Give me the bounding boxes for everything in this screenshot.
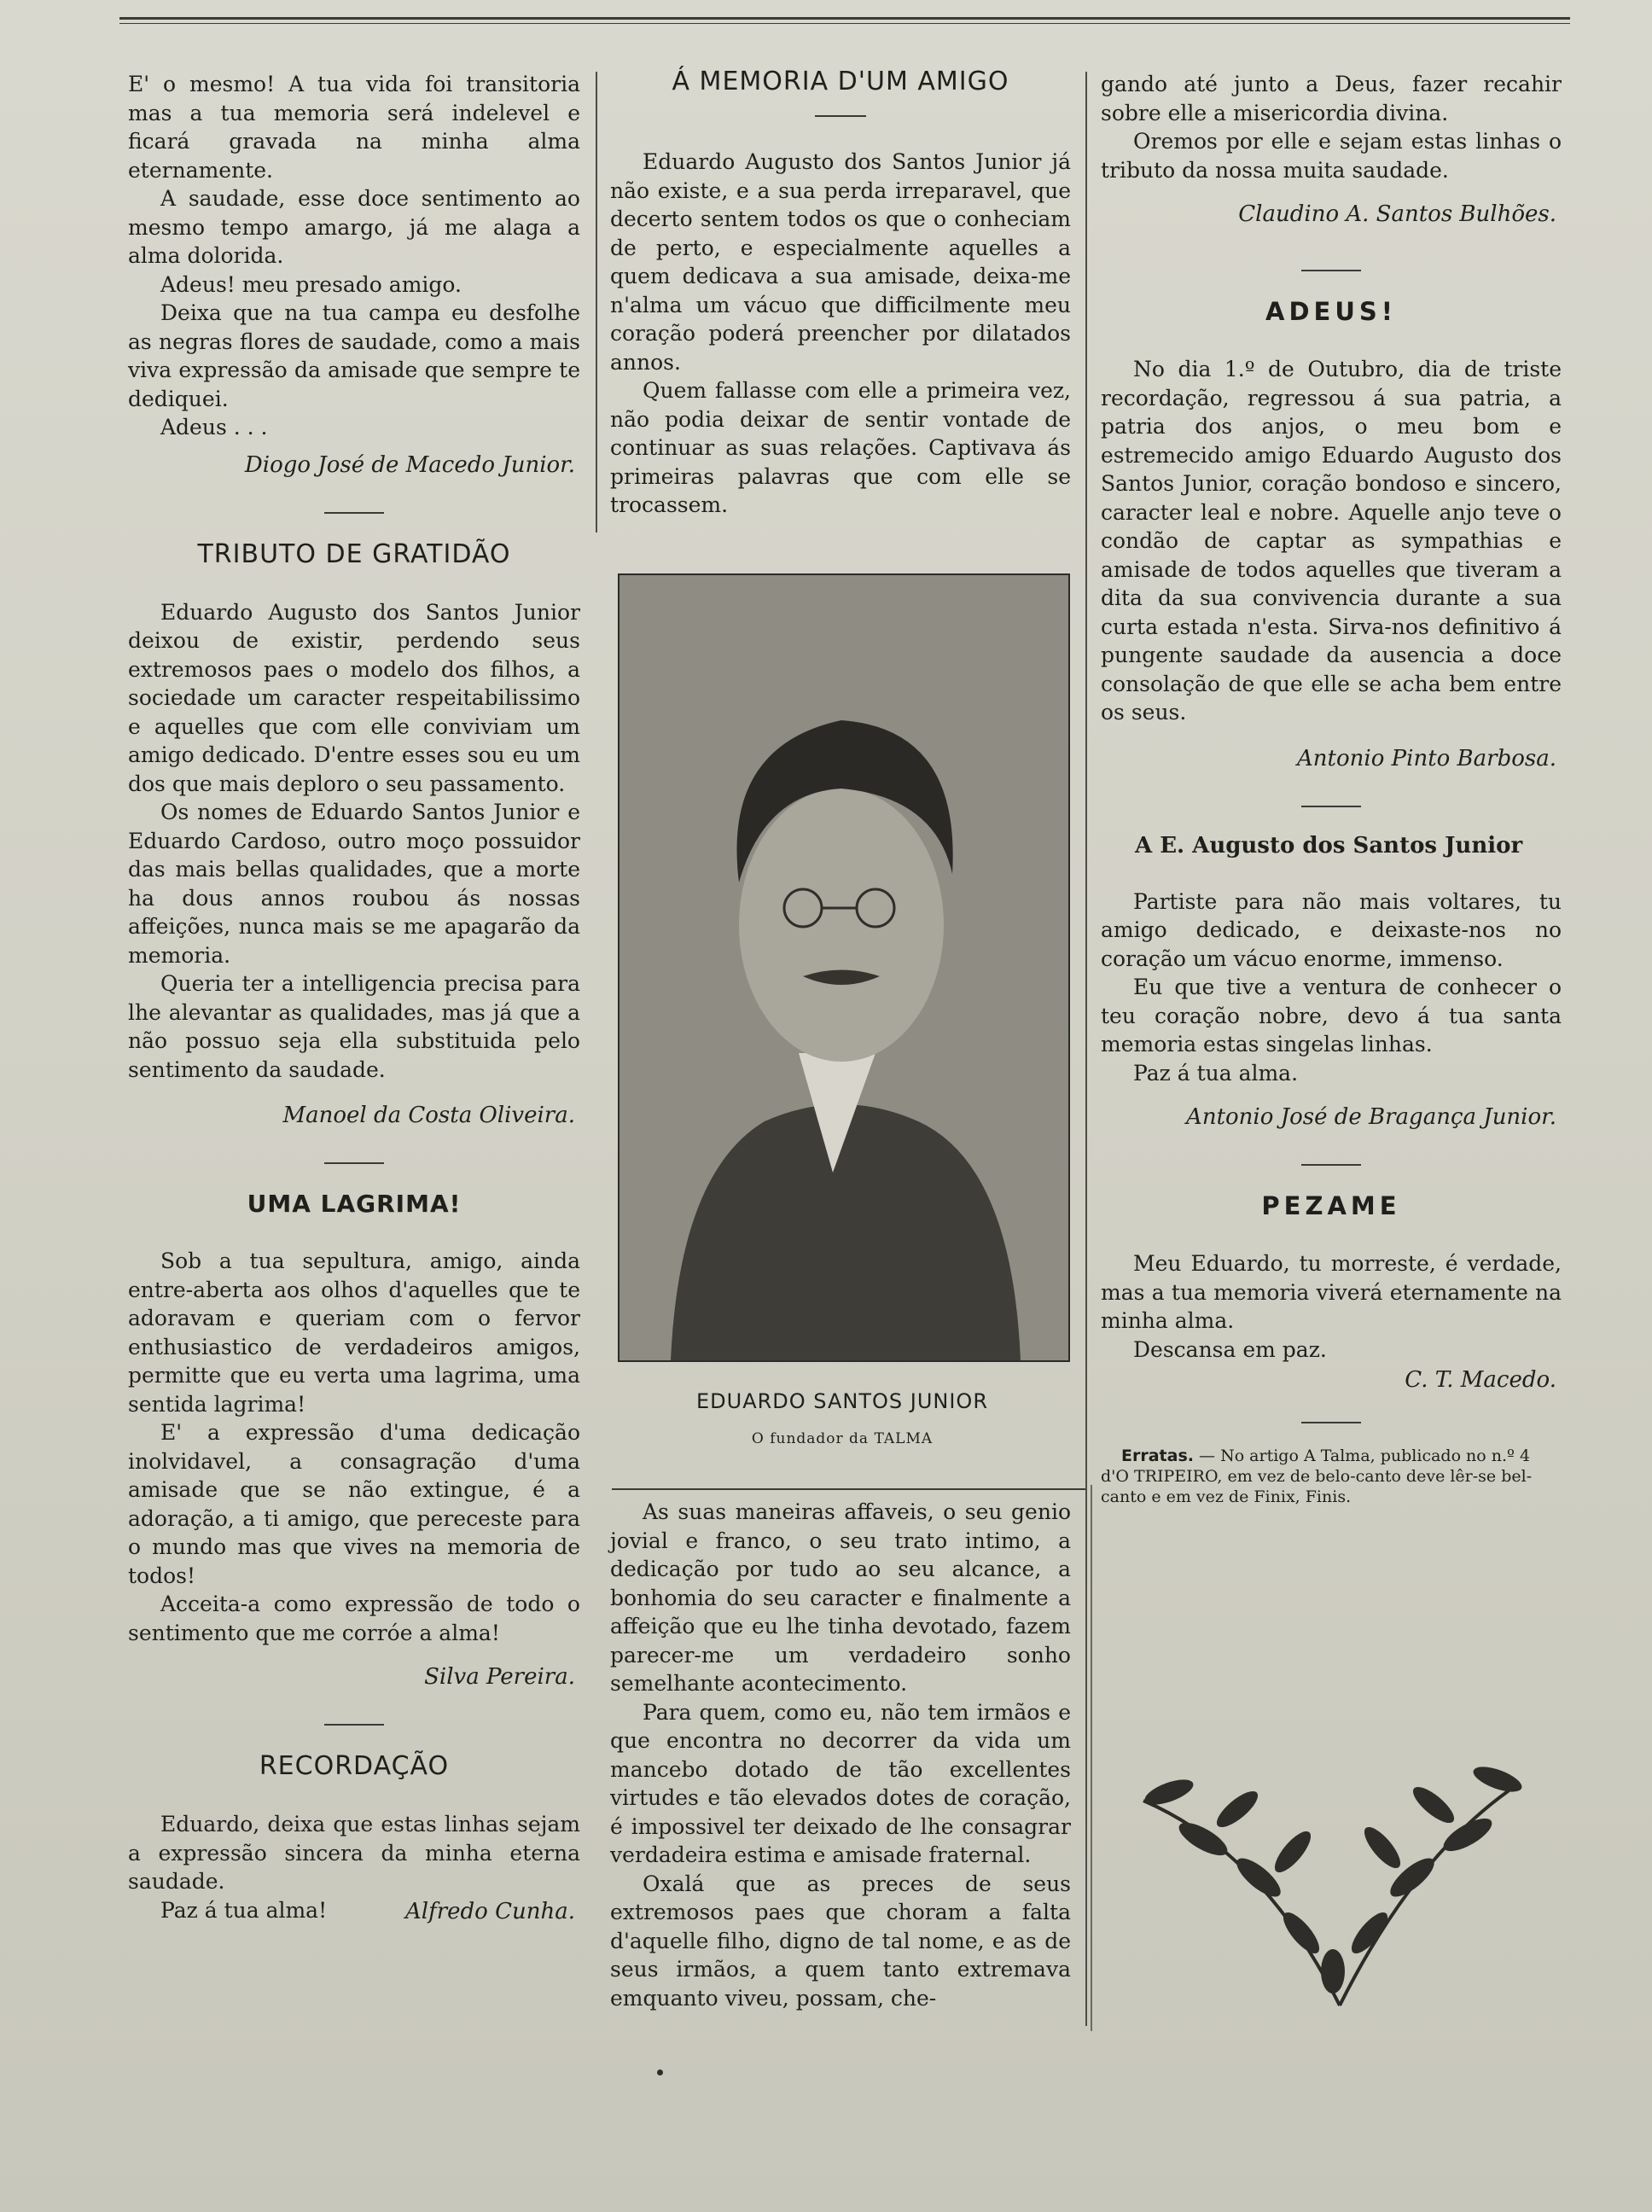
- portrait-caption-name: EDUARDO SANTOS JUNIOR: [695, 1389, 988, 1413]
- article-title: A E. Augusto dos Santos Junior: [1135, 832, 1523, 859]
- paragraph: Eduardo, deixa que estas linhas sejam a expressão sincera da minha eterna saudade.: [128, 1812, 580, 1894]
- article-title: UMA LAGRIMA!: [247, 1190, 462, 1218]
- paragraph: Paz á tua alma.: [1133, 1060, 1299, 1086]
- paragraph: Paz á tua alma!: [160, 1897, 328, 1923]
- signature: Antonio Pinto Barbosa.: [1297, 745, 1556, 771]
- ink-dot: [657, 2069, 663, 2075]
- signature: Alfredo Cunha.: [405, 1899, 575, 1924]
- paragraph: Descansa em paz.: [1133, 1336, 1327, 1362]
- paragraph: Oremos por elle e sejam estas linhas o tributo da nossa muita saudade.: [1101, 129, 1562, 183]
- article-title: TRIBUTO DE GRATIDÃO: [197, 538, 511, 569]
- column-rule: [596, 72, 597, 533]
- signature: Claudino A. Santos Bulhões.: [1238, 201, 1556, 227]
- paragraph: Sob a tua sepultura, amigo, ainda entre-aberta aos olhos d'aquelles que te adoravam e queriam com o fervor enthusiastico de verdadeiros amigos, permitte que eu verta uma lagrima, uma sentida lagrima!: [128, 1249, 580, 1417]
- errata-note: [1101, 1446, 1562, 1507]
- olive-branch-ornament: [1109, 1749, 1553, 2023]
- paragraph: Adeus . . .: [160, 415, 268, 439]
- column-middle: [610, 67, 1071, 520]
- signature: Antonio José de Bragança Junior.: [1186, 1104, 1556, 1130]
- paragraph: Para quem, como eu, não tem irmãos e que encontra no decorrer da vida um mancebo dotado de tão excellentes virtudes e tão elevados dotes de coração, é impossivel ter deixado de lhe consagrar verdadeira estima e amisade fraternal.: [610, 1699, 1071, 1867]
- separator: [324, 512, 384, 514]
- separator: [1301, 1422, 1361, 1423]
- separator: [324, 1162, 384, 1164]
- paragraph: Eduardo Augusto dos Santos Junior já não existe, e a sua perda irreparavel, que decerto sentem todos os que o conheciam de perto, e especialmente aquelles a quem dedicava a sua amisade, deixa-me n'alma um vácuo que difficilmente meu coração poderá preencher por dilatados annos.: [610, 149, 1071, 375]
- signature: Manoel da Costa Oliveira.: [282, 1103, 575, 1128]
- column-left: [128, 70, 580, 1924]
- paragraph: Meu Eduardo, tu morreste, é verdade, mas a tua memoria viverá eternamente na minha alma.: [1101, 1251, 1562, 1333]
- paragraph: Adeus! meu presado amigo.: [160, 271, 462, 297]
- paragraph: A saudade, esse doce sentimento ao mesmo tempo amargo, já me alaga a alma dolorida.: [128, 186, 580, 268]
- column-right: [1101, 70, 1562, 1507]
- top-rule: [119, 17, 1570, 24]
- errata-text: — No artigo A Talma, publicado no n.º 4 d'O TRIPEIRO, em vez de belo-canto deve lêr-se bel-canto e em vez de Finix, Finis.: [1101, 1447, 1533, 1506]
- separator: [1301, 270, 1361, 271]
- paragraph: Queria ter a intelligencia precisa para lhe alevantar as qualidades, mas já que a não possuo seja ella substituida pelo sentimento da saudade.: [128, 971, 580, 1082]
- article-title: RECORDAÇÃO: [259, 1751, 450, 1781]
- paragraph: gando até junto a Deus, fazer recahir sobre elle a misericordia divina.: [1101, 72, 1562, 125]
- paragraph: Deixa que na tua campa eu desfolhe as negras flores de saudade, como a mais viva expressão da amisade que sempre te dediquei.: [128, 300, 580, 411]
- olive-branch-icon: [1109, 1749, 1553, 2023]
- separator: [815, 115, 866, 117]
- paragraph: Oxalá que as preces de seus extremosos paes que choram a falta d'aquelle filho, digno de tal nome, e as de seus irmãos, a quem tanto extremava emquanto viveu, possam, che-: [610, 1871, 1071, 2011]
- portrait-caption-sub: O fundador da TALMA: [751, 1430, 934, 1447]
- signature: Diogo José de Macedo Junior.: [244, 451, 575, 478]
- paragraph: As suas maneiras affaveis, o seu genio jovial e franco, o seu trato intimo, a dedicação por tudo ao seu alcance, a bonhomia do seu caracter e finalmente a affeição que eu lhe tinha devotado, fazem parecer-me um verdadeiro sonho semelhante acontecimento.: [610, 1499, 1071, 1696]
- signature: C. T. Macedo.: [1405, 1367, 1556, 1393]
- column-middle-lower: [610, 1498, 1071, 2012]
- paragraph: No dia 1.º de Outubro, dia de triste recordação, regressou á sua patria, a patria dos anjos, o meu bom e estremecido amigo Eduardo Augusto dos Santos Junior, coração bondoso e sincero, caracter leal e nobre. Aquelle anjo teve o condão de captar as sympathias e amisade de todos aquelles que tiveram a dita da sua convivencia durante a sua curta estada n'esta. Sirva-nos definitivo á pungente saudade da ausencia a doce consolação de que elle se acha bem entre os seus.: [1101, 357, 1562, 725]
- article-title: PEZAME: [1261, 1191, 1401, 1220]
- separator: [1301, 1164, 1361, 1166]
- separator: [612, 1488, 1085, 1490]
- portrait-photo: [618, 573, 1070, 1362]
- paragraph: E' a expressão d'uma dedicação inolvidavel, a consagração d'uma amisade que se não extingue, é a adoração, a ti amigo, que pereceste para o mundo mas que vives na memoria de todos!: [128, 1420, 580, 1588]
- paragraph: E' o mesmo! A tua vida foi transitoria mas a tua memoria será indelevel e ficará gravada na minha alma eternamente.: [128, 72, 580, 183]
- separator: [1301, 806, 1361, 807]
- paragraph: Eu que tive a ventura de conhecer o teu coração nobre, devo á tua santa memoria estas singelas linhas.: [1101, 975, 1562, 1057]
- paragraph: Acceita-a como expressão de todo o sentimento que me corróe a alma!: [128, 1592, 580, 1645]
- article-title: Á MEMORIA D'UM AMIGO: [672, 67, 1009, 96]
- column-rule: [1091, 1485, 1092, 2031]
- column-rule: [1085, 72, 1087, 2026]
- article-title: ADEUS!: [1265, 297, 1397, 326]
- signature: Silva Pereira.: [424, 1664, 575, 1690]
- paragraph: Eduardo Augusto dos Santos Junior deixou de existir, perdendo seus extremosos paes o modelo dos filhos, a sociedade um caracter respeitabilissimo e aquelles que com elle conviviam um amigo dedicado. D'entre esses sou eu um dos que mais deploro o seu passamento.: [128, 599, 580, 796]
- paragraph: Partiste para não mais voltares, tu amigo dedicado, e deixaste-nos no coração um vácuo enorme, immenso.: [1101, 888, 1562, 971]
- errata-label: Erratas.: [1121, 1447, 1194, 1465]
- paragraph: Quem fallasse com elle a primeira vez, não podia deixar de sentir vontade de continuar as suas relações. Captivava ás primeiras palavras que com elle se trocassem.: [610, 378, 1071, 517]
- portrait-photo-icon: [620, 575, 1068, 1360]
- paragraph: Os nomes de Eduardo Santos Junior e Eduardo Cardoso, outro moço possuidor das mais bellas qualidades, que a morte ha dous annos roubou ás nossas affeições, nunca mais se me apagarão da memoria.: [128, 800, 580, 968]
- separator: [324, 1724, 384, 1726]
